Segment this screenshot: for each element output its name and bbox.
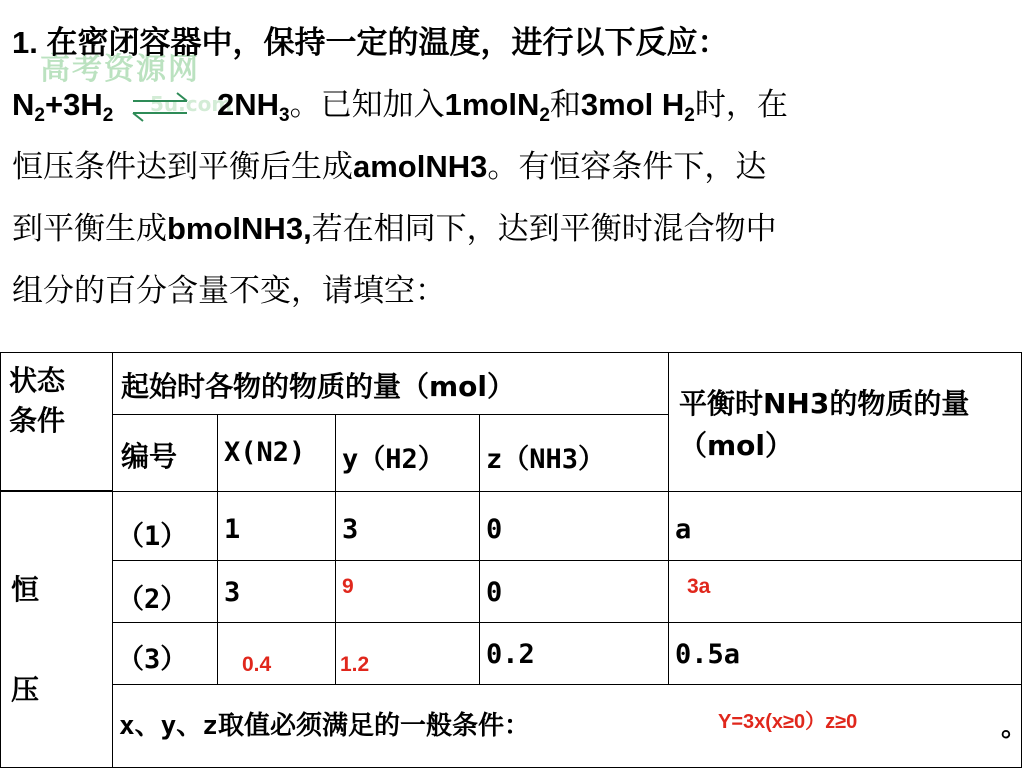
line2-text-he: 和 (549, 87, 581, 123)
row1-x: 1 (217, 491, 335, 560)
header-state-condition: 状态 条件 (0, 352, 112, 491)
formula-1moln2: 1molN$_2$ (444, 87, 550, 126)
row2-y: 9 (335, 560, 479, 622)
row2-number: （2） (112, 560, 217, 622)
header-initial-amount: 起始时各物的物质的量（mol） (112, 352, 668, 414)
row2-equilibrium: 3a (668, 560, 1022, 622)
general-condition-label: x、y、z取值必须满足的一般条件： (119, 711, 530, 741)
row1-number: （1） (112, 491, 217, 560)
question-line-5: 组分的百分含量不变，请填空： (12, 273, 446, 309)
row3-y: 1.2 (335, 622, 479, 684)
question-line-1: 1. 在密闭容器中，保持一定的温度，进行以下反应： (12, 25, 729, 60)
header-equilibrium-amount: 平衡时NH3的物质的量（mol） (668, 352, 1022, 491)
row2-z: 0 (479, 560, 668, 622)
question-line-2 (12, 74, 1012, 136)
formula-n2: $N_2+3H_2$ (12, 87, 114, 126)
formula-3molh2: 3mol $H_2$ (580, 87, 695, 126)
row3-x: 0.4 (217, 622, 335, 684)
row1-z: 0 (479, 491, 668, 560)
subheader-number: 编号 (112, 414, 217, 491)
line2-text-2: 时，在 (694, 87, 788, 123)
reversible-arrow-icon (123, 87, 207, 127)
general-condition-answer: Y=3x(x≥0）z≥0 (718, 711, 858, 733)
line2-text-1: 。已知加入 (289, 87, 445, 123)
subheader-y: y（H2） (335, 414, 479, 491)
question-text (12, 12, 1012, 322)
row3-equilibrium: 0.5a (668, 622, 1022, 684)
question-line-4: 到平衡生成bmolNH3,若在相同下，达到平衡时混合物中 (12, 211, 777, 247)
question-line-3: 恒压条件达到平衡后生成amolNH3。有恒容条件下，达 (12, 149, 767, 185)
subheader-x: X(N2) (217, 414, 335, 491)
general-condition-row (112, 684, 1028, 768)
row3-number: （3） (112, 622, 217, 684)
subheader-z: z（NH3） (479, 414, 668, 491)
row1-equilibrium: a (668, 491, 1022, 560)
row2-x: 3 (217, 560, 335, 622)
data-table (0, 352, 1028, 768)
formula-nh3: $2NH_3$ (217, 87, 290, 126)
row3-z: 0.2 (479, 622, 668, 684)
row1-y: 3 (335, 491, 479, 560)
condition-constant-pressure: 恒 压 (0, 491, 112, 768)
general-condition-end: 。 (1001, 712, 1028, 743)
watermark-text: 高考资源网 (40, 52, 200, 87)
watermark-url: 5u.com (150, 92, 233, 116)
